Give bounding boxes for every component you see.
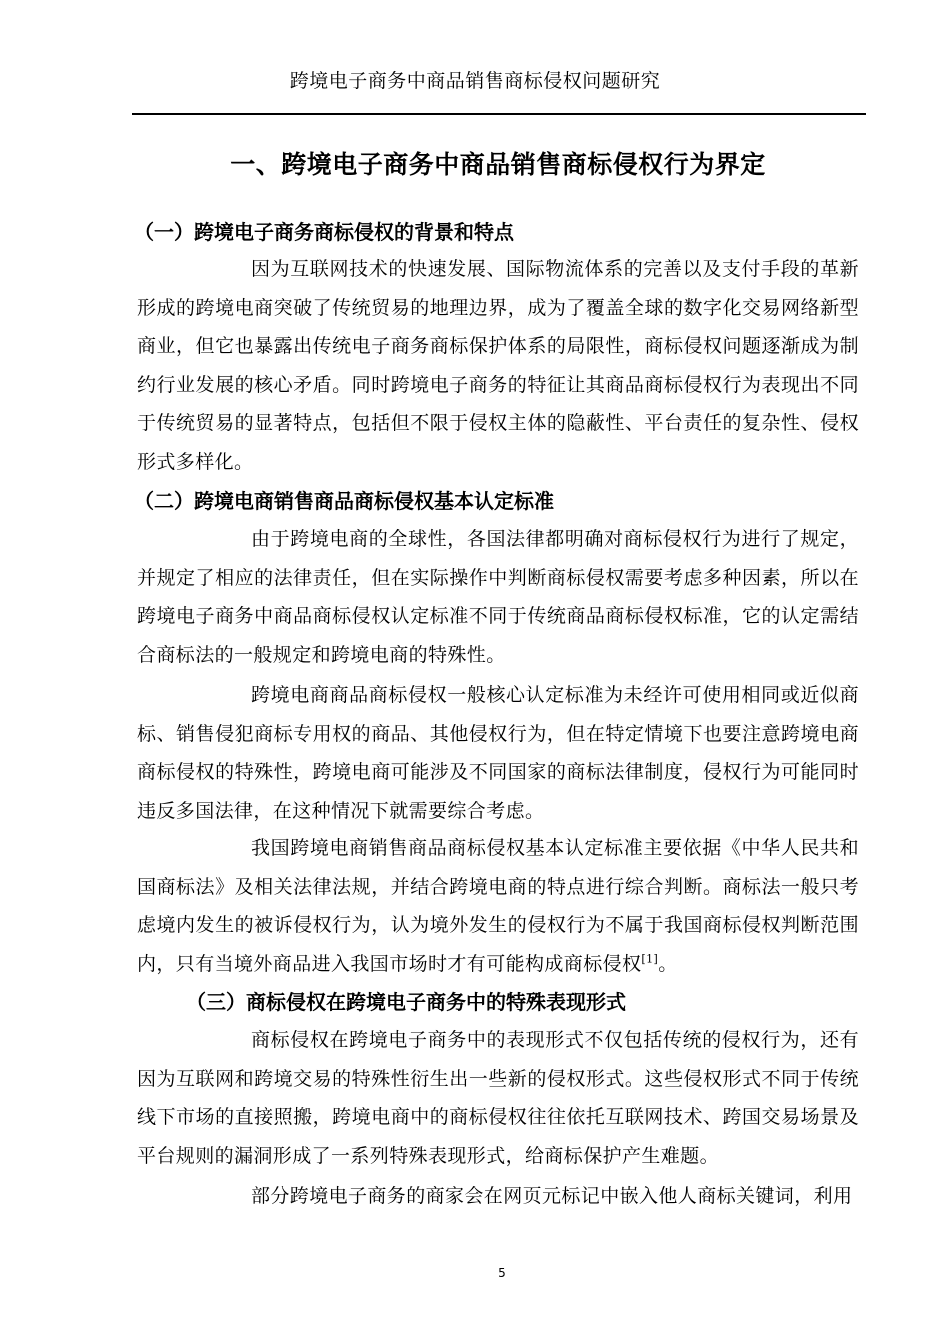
page-number: 5 [498, 1266, 506, 1280]
header-divider [132, 113, 866, 115]
section-heading-2: （二）跨境电商销售商品商标侵权基本认定标准 [134, 489, 554, 513]
paragraph: 跨境电商商品商标侵权一般核心认定标准为未经许可使用相同或近似商标、销售侵犯商标专用权的商品、其他侵权行为，但在特定情境下也要注意跨境电商商标侵权的特殊性，跨境电商可能涉及不同国家的商标法律制度，侵权行为可能同时违反多国法律，在这种情况下就需要综合考虑。 [137, 684, 859, 822]
running-header: 跨境电子商务中商品销售商标侵权问题研究 [289, 70, 661, 92]
paragraph: 因为互联网技术的快速发展、国际物流体系的完善以及支付手段的革新形成的跨境电商突破了传统贸易的地理边界，成为了覆盖全球的数字化交易网络新型商业，但它也暴露出传统电子商务商标保护体系的局限性，商标侵权问题逐渐成为制约行业发展的核心矛盾。同时跨境电子商务的特征让其商品商标侵权行为表现出不同于传统贸易的显著特点，包括但不限于侵权主体的隐蔽性、平台责任的复杂性、侵权形式多样化。 [137, 258, 859, 473]
section-heading-3: （三）商标侵权在跨境电子商务中的特殊表现形式 [186, 990, 626, 1014]
paragraph: 商标侵权在跨境电子商务中的表现形式不仅包括传统的侵权行为，还有因为互联网和跨境交易的特殊性衍生出一些新的侵权形式。这些侵权形式不同于传统线下市场的直接照搬，跨境电商中的商标侵权往往依托互联网技术、跨国交易场景及平台规则的漏洞形成了一系列特殊表现形式，给商标保护产生难题。 [137, 1029, 859, 1167]
paragraph: 部分跨境电子商务的商家会在网页元标记中嵌入他人商标关键词，利用 [251, 1185, 853, 1207]
section-heading-1: （一）跨境电子商务商标侵权的背景和特点 [134, 220, 514, 244]
paragraph [137, 829, 859, 983]
paragraph-end-punctuation: 。 [658, 952, 678, 975]
paragraph: 由于跨境电商的全球性，各国法律都明确对商标侵权行为进行了规定，并规定了相应的法律责任，但在实际操作中判断商标侵权需要考虑多种因素，所以在跨境电子商务中商品商标侵权认定标准不同于传统商品商标侵权标准，它的认定需结合商标法的一般规定和跨境电商的特殊性。 [137, 528, 859, 666]
citation-reference: [1] [641, 952, 659, 966]
paragraph-text: 我国跨境电商销售商品商标侵权基本认定标准主要依据《中华人民共和国商标法》及相关法律法规，并结合跨境电商的特点进行综合判断。商标法一般只考虑境内发生的被诉侵权行为，认为境外发生的侵权行为不属于我国商标侵权判断范围内，只有当境外商品进入我国市场时才有可能构成商标侵权 [137, 837, 859, 975]
chapter-title: 一、跨境电子商务中商品销售商标侵权行为界定 [230, 150, 766, 179]
